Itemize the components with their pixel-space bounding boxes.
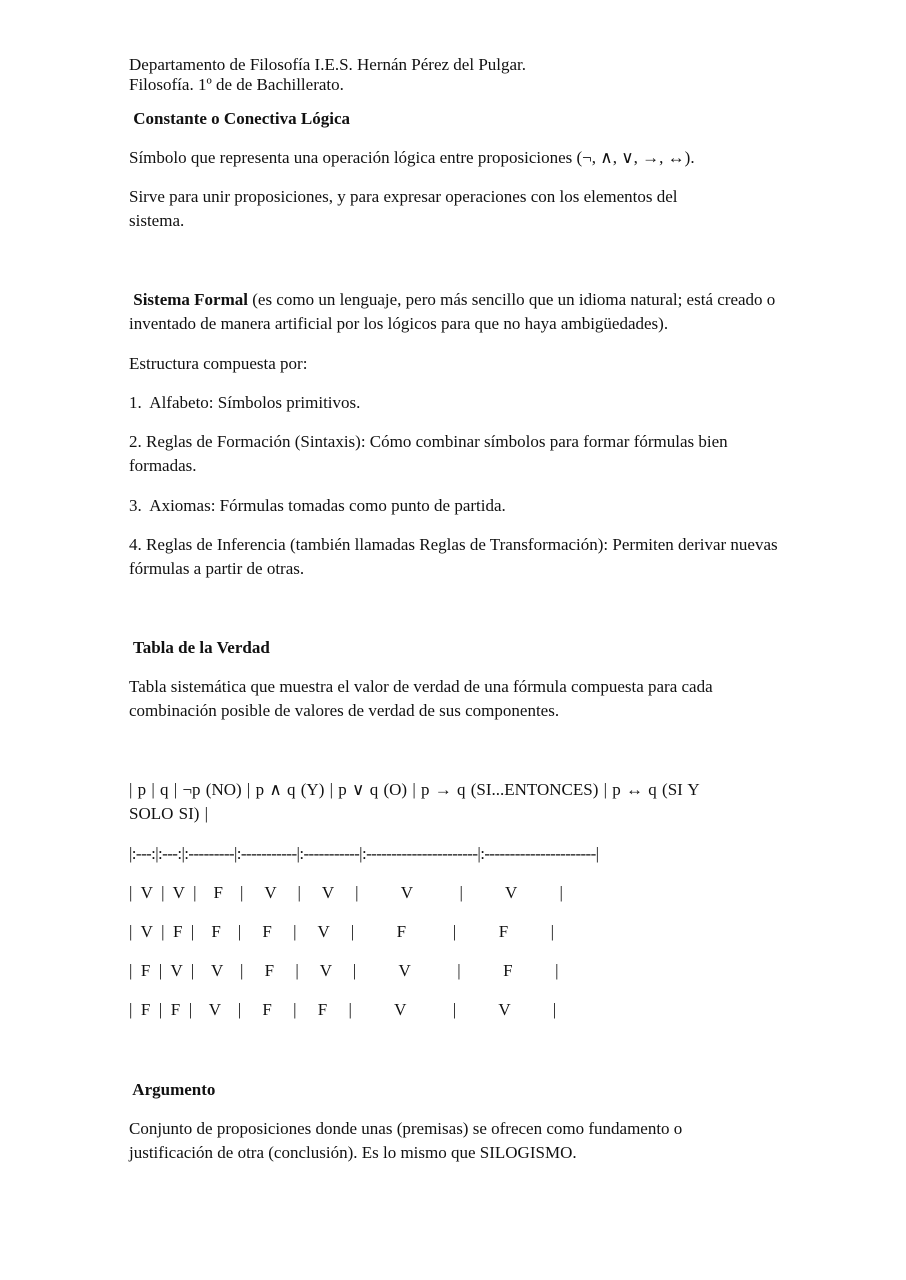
sistema-formal-paragraph xyxy=(129,288,789,336)
list-item: 2. Reglas de Formación (Sintaxis): Cómo combinar símbolos para formar fórmulas bien formadas. xyxy=(129,432,728,475)
sistema-intro: Estructura compuesta por: xyxy=(129,354,308,373)
list-item: 4. Reglas de Inferencia (también llamadas Reglas de Transformación): Permiten derivar nuevas fórmulas a partir de otras. xyxy=(129,535,778,578)
truth-table-row: | F | V | V | F | V | V | F | xyxy=(129,961,559,980)
list-item: 1. Alfabeto: Símbolos primitivos. xyxy=(129,393,361,412)
truth-table-separator: |:---:|:---:|:---------|:-----------|:-----------|:----------------------|:----------------------| xyxy=(129,844,599,863)
heading-argumento: Argumento xyxy=(129,1080,216,1099)
truth-table-row: | V | F | F | F | V | F | F | xyxy=(129,922,555,941)
truth-table-row: | V | V | F | V | V | V | V | xyxy=(129,883,563,902)
truth-table-row: | F | F | V | F | F | V | V | xyxy=(129,1000,557,1019)
list-item: 3. Axiomas: Fórmulas tomadas como punto de partida. xyxy=(129,496,506,515)
page-header xyxy=(129,53,789,97)
sistema-formal-definition: (es como un lenguaje, pero más sencillo que un idioma natural; está creado o inventado de manera artificial por los lógicos para que no haya ambigüedades). xyxy=(129,290,776,333)
header-line-2: Filosofía. 1º de de Bachillerato. xyxy=(129,75,344,94)
heading-tabla-verdad: Tabla de la Verdad xyxy=(129,638,270,657)
argumento-definition: Conjunto de proposiciones donde unas (premisas) se ofrecen como fundamento o justificación de otra (conclusión). Es lo mismo que SILOGISMO. xyxy=(129,1119,683,1162)
tabla-definition: Tabla sistemática que muestra el valor de verdad de una fórmula compuesta para cada combinación posible de valores de verdad de sus componentes. xyxy=(129,677,713,720)
header-line-1: Departamento de Filosofía I.E.S. Hernán Pérez del Pulgar. xyxy=(129,55,527,74)
heading-conectiva: Constante o Conectiva Lógica xyxy=(129,109,350,128)
truth-table-header: | p | q | ¬p (NO) | p ∧ q (Y) | p ∨ q (O) | p → q (SI...ENTONCES) | p ↔ q (SI Y SOLO SI) | xyxy=(129,780,700,823)
conectiva-definition: Símbolo que representa una operación lógica entre proposiciones (¬, ∧, ∨, →, ↔). xyxy=(129,148,695,167)
conectiva-description: Sirve para unir proposiciones, y para expresar operaciones con los elementos del sistema. xyxy=(129,187,678,230)
heading-sistema-formal: Sistema Formal xyxy=(129,290,248,309)
